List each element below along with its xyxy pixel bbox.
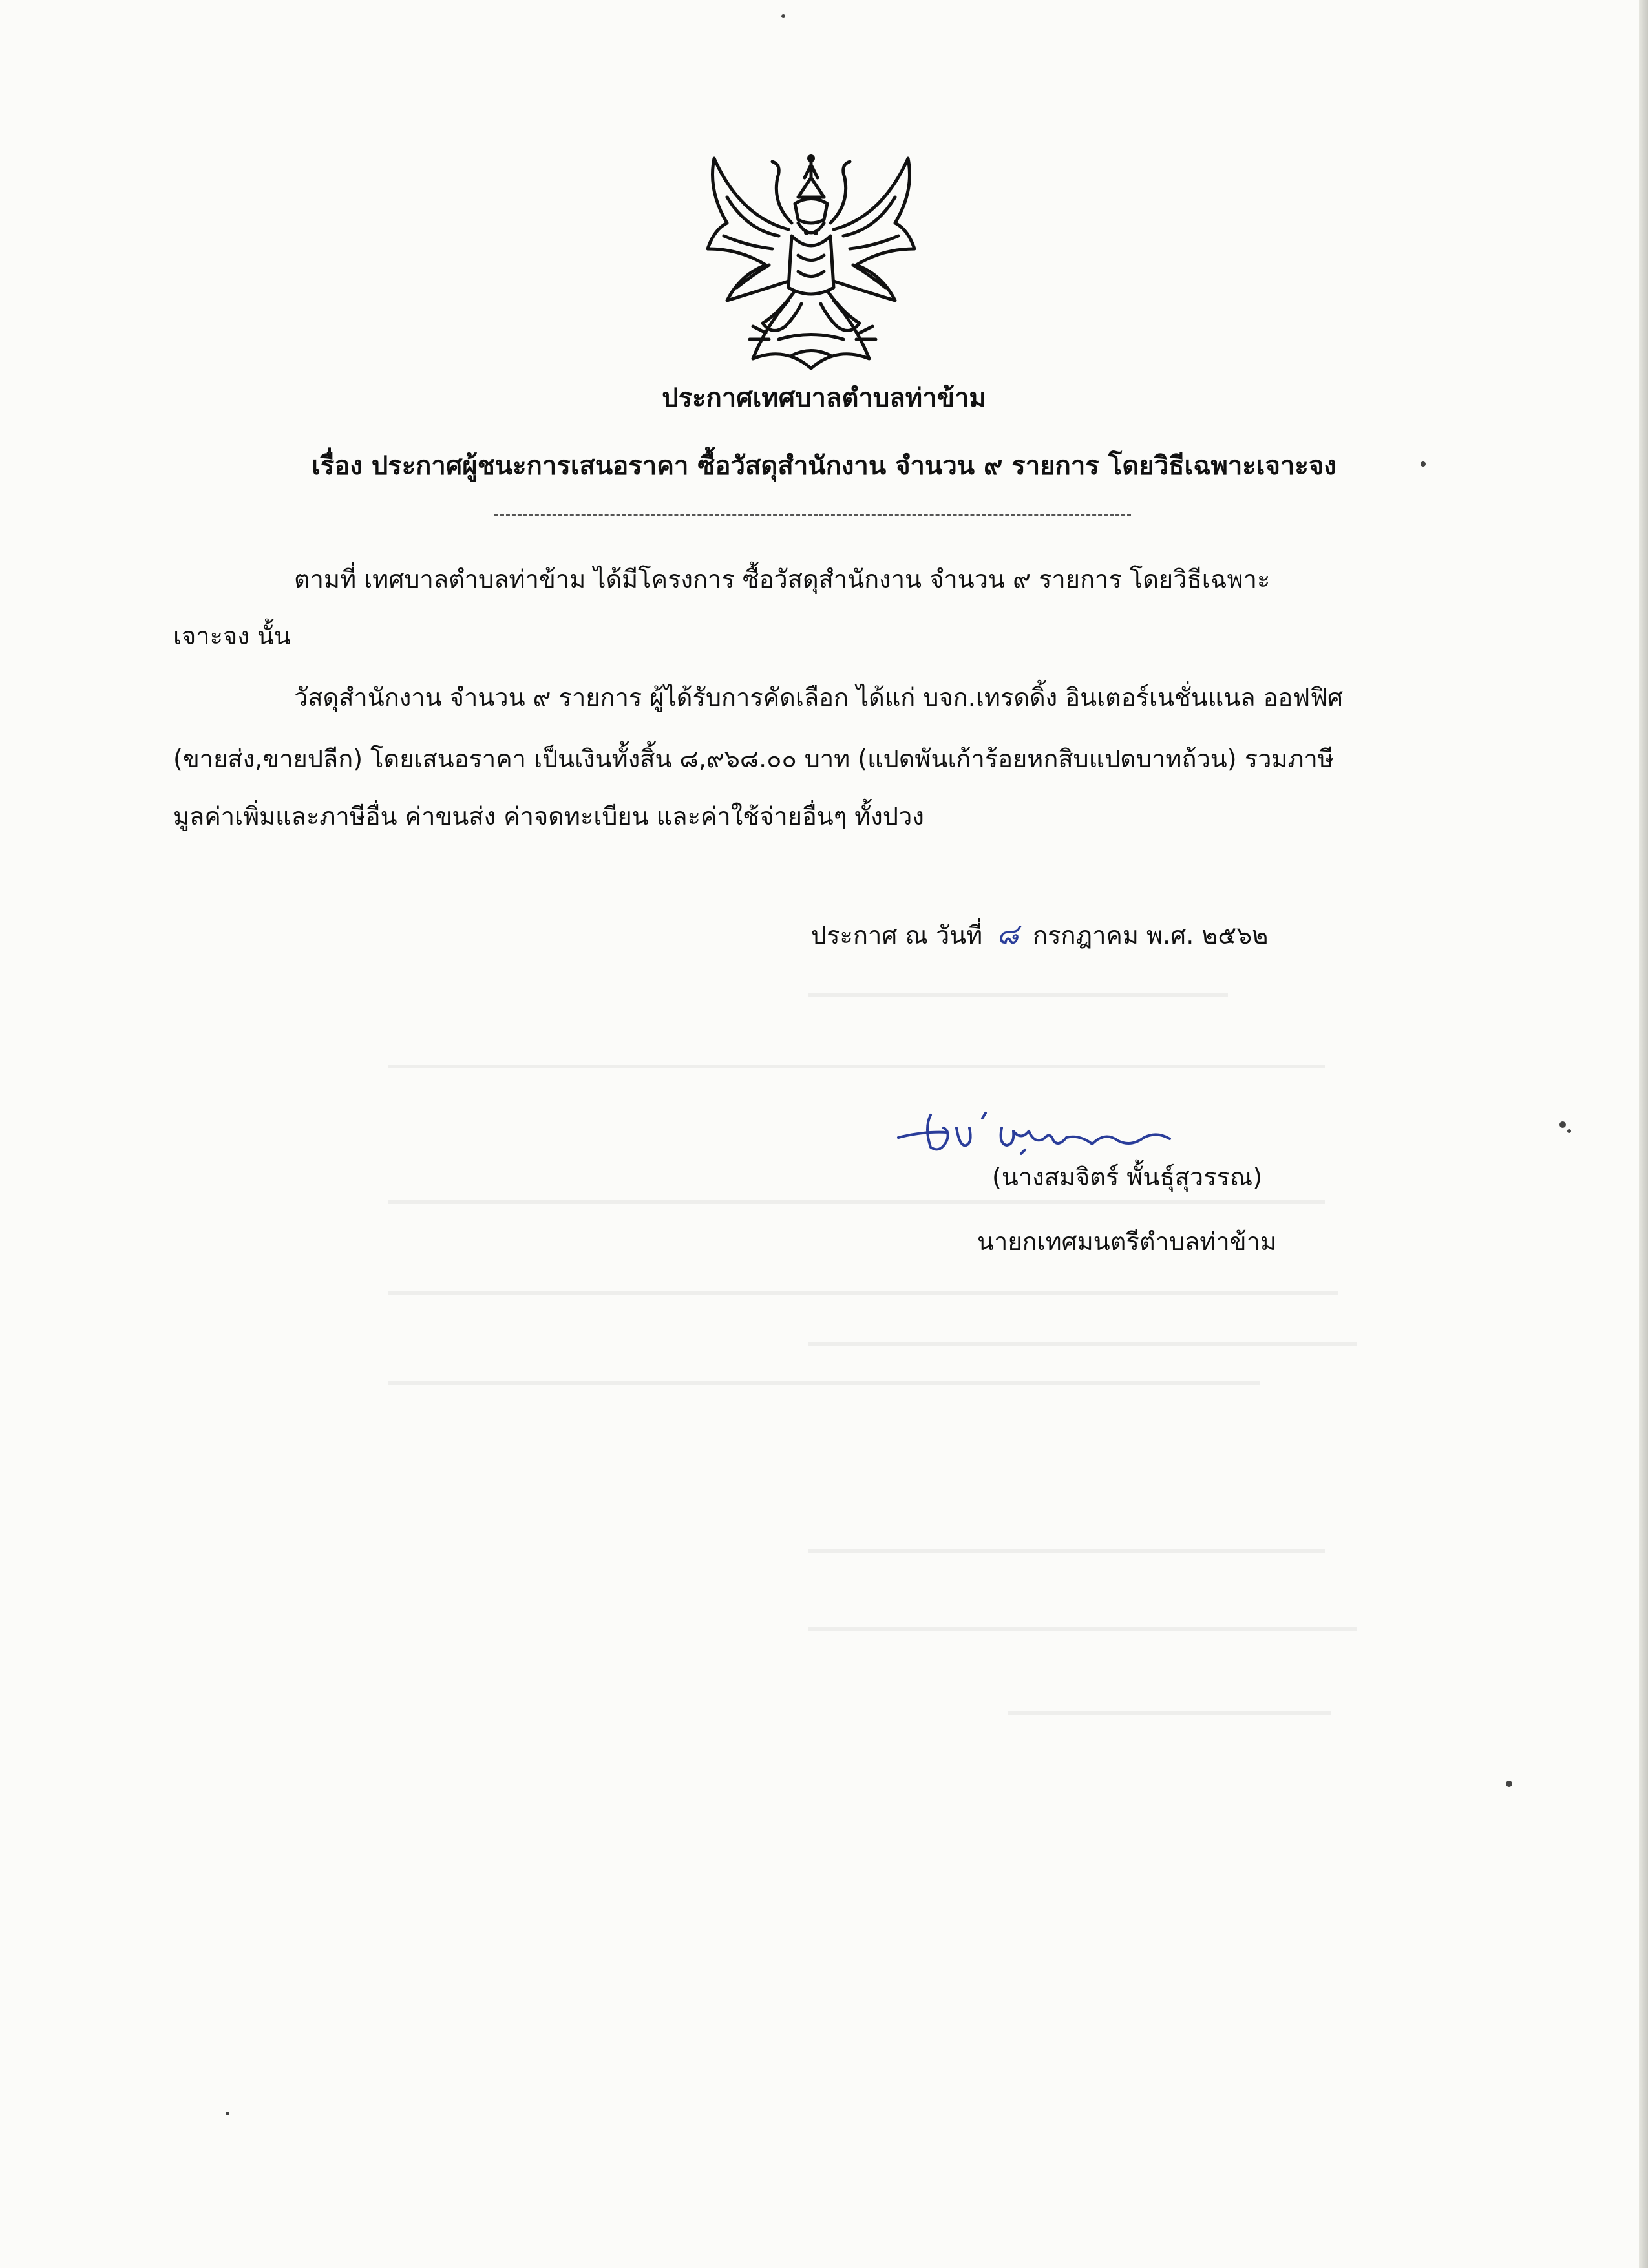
garuda-emblem-icon: [701, 152, 921, 378]
date-prefix: ประกาศ ณ วันที่: [811, 921, 983, 949]
paragraph-1-line-2: เจาะจง นั้น: [173, 622, 291, 650]
dashed-divider: [494, 514, 1131, 516]
subject-heading: เรื่อง ประกาศผู้ชนะการเสนอราคา ซื้อวัสดุสำนักงาน จำนวน ๙ รายการ โดยวิธีเฉพาะเจาะจง: [312, 451, 1336, 481]
paragraph-2-line-3: มูลค่าเพิ่มและภาษีอื่น ค่าขนส่ง ค่าจดทะเบียน และค่าใช้จ่ายอื่นๆ ทั้งปวง: [173, 802, 924, 831]
paragraph-2-line-2: (ขายส่ง,ขายปลีก) โดยเสนอราคา เป็นเงินทั้งสิ้น ๘,๙๖๘.๐๐ บาท (แปดพันเก้าร้อยหกสิบแปดบาทถ้วน) รวมภาษี: [173, 745, 1334, 773]
paragraph-2-line-1: วัสดุสำนักงาน จำนวน ๙ รายการ ผู้ได้รับการคัดเลือก ได้แก่ บจก.เทรดดิ้ง อินเตอร์เนชั่นแนล ออฟฟิศ: [294, 683, 1344, 712]
handwritten-signature: [885, 1092, 1234, 1163]
signer-name: (นางสมจิตร์ พั้นธุ์สุวรรณ): [992, 1163, 1263, 1191]
paragraph-1-line-1: ตามที่ เทศบาลตำบลท่าข้าม ได้มีโครงการ ซื้อวัสดุสำนักงาน จำนวน ๙ รายการ โดยวิธีเฉพาะ: [294, 565, 1271, 593]
organization-heading: ประกาศเทศบาลตำบลท่าข้าม: [662, 383, 986, 413]
announcement-date: [811, 918, 1268, 952]
date-month-year: กรกฎาคม พ.ศ. ๒๕๖๒: [1033, 921, 1269, 949]
date-day-handwritten: ๘: [997, 918, 1019, 951]
scan-edge: [1639, 0, 1648, 2268]
signer-position: นายกเทศมนตรีตำบลท่าข้าม: [977, 1227, 1277, 1256]
